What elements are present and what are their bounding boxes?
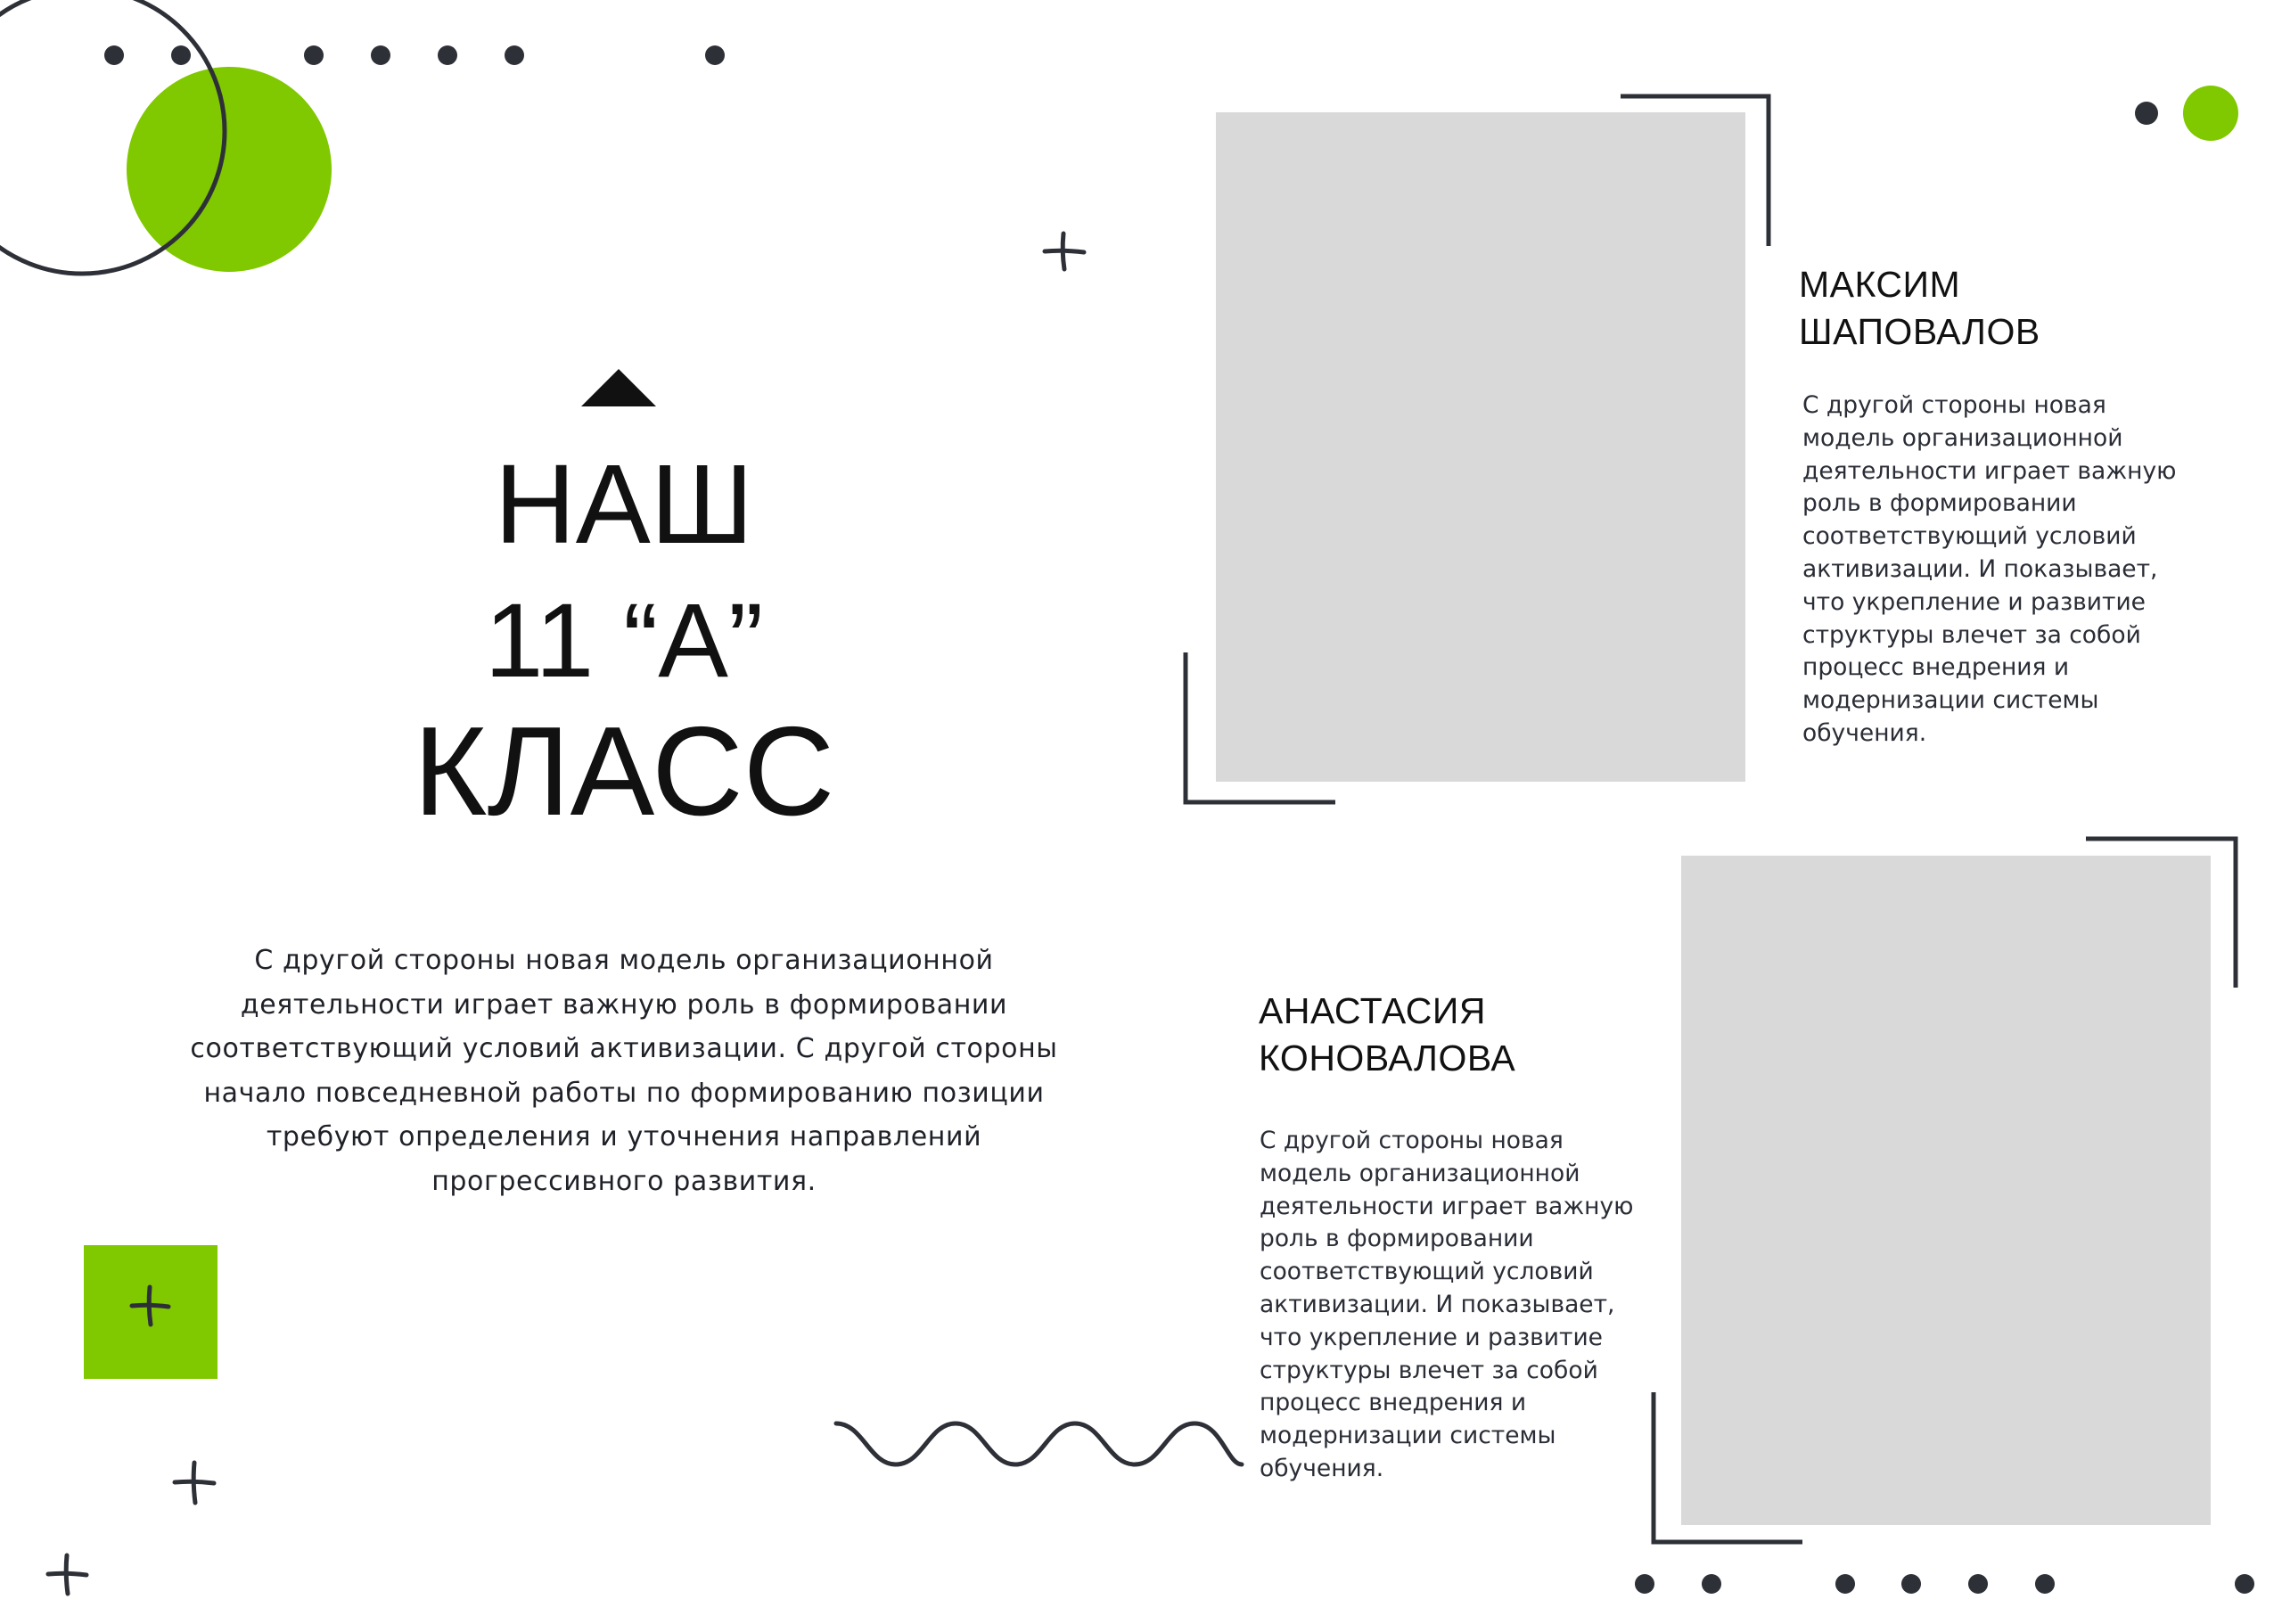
- dot-icon: [371, 45, 390, 65]
- photo-placeholder-2: [1681, 856, 2211, 1525]
- title-line-3: КЛАСС: [413, 701, 835, 842]
- plus-icon: [48, 1555, 86, 1594]
- dot-icon: [705, 45, 725, 65]
- plus-icon: [175, 1463, 214, 1503]
- student-name-1: [1799, 261, 2040, 356]
- intro-paragraph: С другой стороны новая модель организационной деятельности играет важную роль в формировании соответствующий условий активизации. С другой стороны начало повседневной работы по формированию позиции требуют определения и уточнения направлений прогрессивного развития.: [190, 945, 1058, 1197]
- student-last-name: ШАПОВАЛОВ: [1799, 311, 2040, 352]
- green-circle-icon: [127, 67, 332, 272]
- dot-icon: [1968, 1574, 1988, 1594]
- title-line-2: 11 “А”: [484, 582, 764, 700]
- photo-placeholder-1: [1216, 112, 1745, 782]
- student-bio-2: С другой стороны новая модель организационной деятельности играет важную роль в формировании соответствующий условий активизации. И показывает, что укрепление и развитие структуры влечет за собой процесс внедрения и модернизации системы обучения.: [1260, 1127, 1634, 1482]
- dot-icon: [1835, 1574, 1855, 1594]
- student-first-name: АНАСТАСИЯ: [1259, 990, 1486, 1031]
- dot-icon: [438, 45, 457, 65]
- plus-icon: [1045, 234, 1084, 269]
- dot-icon: [104, 45, 124, 65]
- dot-icon: [2235, 1574, 2254, 1594]
- student-last-name: КОНОВАЛОВА: [1259, 1038, 1516, 1079]
- wave-icon: [836, 1423, 1242, 1464]
- student-name-2: [1259, 988, 1515, 1082]
- title-line-1: НАШ: [494, 441, 754, 567]
- dot-icon: [1901, 1574, 1921, 1594]
- dot-icon: [304, 45, 324, 65]
- dot-icon: [1702, 1574, 1721, 1594]
- dot-icon: [2035, 1574, 2055, 1594]
- dot-icon: [1635, 1574, 1654, 1594]
- dot-icon: [2135, 102, 2158, 125]
- dot-icon: [171, 45, 191, 65]
- green-dot-icon: [2183, 86, 2238, 141]
- student-first-name: МАКСИМ: [1799, 264, 1961, 305]
- student-bio-1: С другой стороны новая модель организационной деятельности играет важную роль в формировании соответствующий условий активизации. И показывает, что укрепление и развитие структуры влечет за собой процесс внедрения и модернизации системы обучения.: [1802, 391, 2177, 747]
- dot-icon: [505, 45, 524, 65]
- bottom-dots-row: [1635, 1574, 2254, 1594]
- triangle-icon: [581, 369, 656, 406]
